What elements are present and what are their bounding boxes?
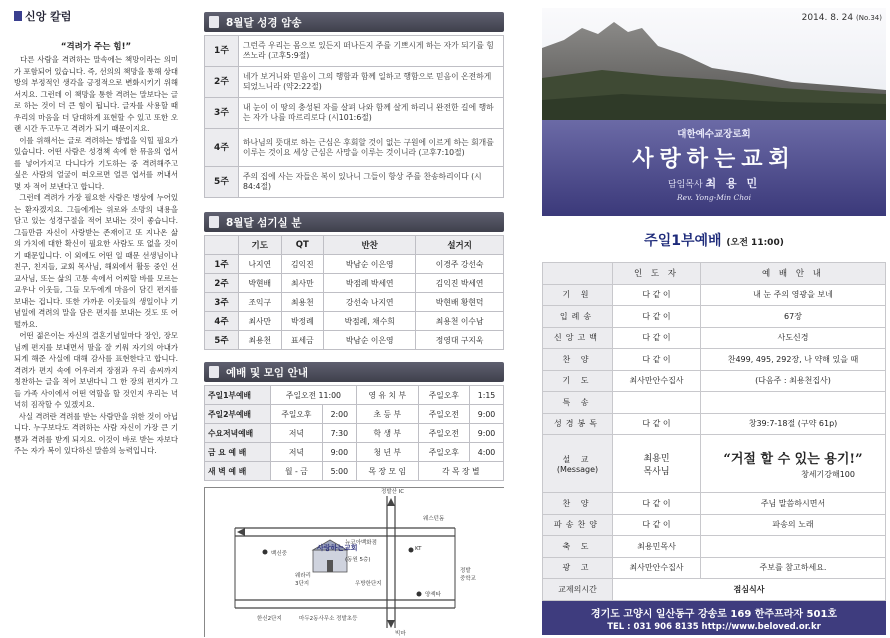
table-cell: 9:00 xyxy=(470,405,504,424)
table-row xyxy=(205,167,504,198)
service-order-title xyxy=(542,230,886,250)
table-cell: 주일2부예배 xyxy=(205,405,271,424)
table-row xyxy=(205,98,504,129)
table-cell: 주일오전 xyxy=(418,424,469,443)
memory-verse-table xyxy=(204,35,504,198)
order-leader: 다 같 이 xyxy=(613,349,701,371)
table-row xyxy=(205,405,504,424)
church-footer xyxy=(542,601,886,635)
service-table xyxy=(204,235,504,350)
table-row xyxy=(205,424,504,443)
table-cell: 박현배 황현덕 xyxy=(416,293,504,312)
preacher-name: 최용민 xyxy=(643,453,670,464)
order-leader: 최사만안수집사 xyxy=(613,557,701,579)
table-cell: 주일오후 xyxy=(418,386,469,405)
order-item: 교제의시간 xyxy=(543,579,613,601)
order-leader: 다 같 이 xyxy=(613,413,701,435)
table-row xyxy=(205,293,504,312)
table-row xyxy=(543,557,886,579)
table-cell: 2:00 xyxy=(322,405,356,424)
denomination: 대한예수교장로회 xyxy=(677,129,751,140)
table-cell: 주일오후 xyxy=(418,443,469,462)
service-order-name: 주일1부예배 xyxy=(644,233,722,249)
order-leader xyxy=(613,435,701,493)
table-cell: 3주 xyxy=(205,293,239,312)
table-cell: 5:00 xyxy=(322,462,356,481)
sermon-series: 창세기강해100 xyxy=(801,469,855,479)
table-row xyxy=(543,536,886,558)
map-label: 뉴코아백화점 xyxy=(345,540,377,546)
order-item: 파송찬양 xyxy=(543,514,613,536)
table-cell: 주일오후 xyxy=(271,405,323,424)
order-detail: 67장 xyxy=(701,306,886,328)
table-row xyxy=(205,443,504,462)
order-detail xyxy=(701,435,886,493)
column-header: 설거지 xyxy=(416,236,504,255)
map-label: 3단지 xyxy=(295,581,310,587)
table-cell: 영 유 치 부 xyxy=(356,386,418,405)
memory-verse-title: 8월달 성경 암송 xyxy=(226,17,302,29)
table-cell: 목 장 모 임 xyxy=(356,462,418,481)
order-detail: (다음주 : 최용천집사) xyxy=(701,370,886,392)
map-label: 백신중 xyxy=(271,551,287,557)
week-cell: 2주 xyxy=(205,67,239,98)
map-label: 빅마 xyxy=(395,631,406,637)
pastor-line xyxy=(542,175,886,191)
verse-cell: 주의 집에 사는 자들은 복이 있나니 그들이 항상 주를 찬송하리이다 (시84:4절) xyxy=(239,167,504,198)
map-label: (동원 5층) xyxy=(345,557,371,563)
table-cell: 최사만 xyxy=(239,312,282,331)
column-bulletin xyxy=(542,8,886,635)
order-detail: 점심식사 xyxy=(613,579,886,601)
column-faith xyxy=(14,8,178,618)
table-cell: 이경주 강선숙 xyxy=(416,255,504,274)
table-cell: 김익진 박세연 xyxy=(416,274,504,293)
pastor-label: 담임목사 xyxy=(667,180,703,190)
pastor-name: 최 용 민 xyxy=(705,177,761,190)
column-header xyxy=(205,236,239,255)
table-row xyxy=(205,36,504,67)
order-leader: 최용민목사 xyxy=(613,536,701,558)
order-leader: 다 같 이 xyxy=(613,514,701,536)
table-header-row xyxy=(543,263,886,285)
pastor-english: Rev. Yong-Min Choi xyxy=(677,193,751,202)
table-cell: 새 벽 예 배 xyxy=(205,462,271,481)
faith-column-title-text: 신앙 칼럼 xyxy=(25,10,72,23)
order-detail xyxy=(701,392,886,414)
date-text: 2014. 8. 24 xyxy=(801,13,854,23)
order-item: 기 도 xyxy=(543,370,613,392)
bulletin-date xyxy=(802,13,882,23)
map-label: 우방한단지 xyxy=(355,581,382,587)
table-cell: 월 - 금 xyxy=(271,462,323,481)
service-header xyxy=(204,212,504,232)
table-row xyxy=(543,435,886,493)
table-cell: 4주 xyxy=(205,312,239,331)
order-detail: 내 눈 주의 영광을 보네 xyxy=(701,284,886,306)
week-cell: 1주 xyxy=(205,36,239,67)
table-row xyxy=(543,579,886,601)
table-row xyxy=(205,255,504,274)
sermon-label-en: (Message) xyxy=(556,464,599,474)
table-cell: 각 목 장 별 xyxy=(418,462,503,481)
cover-panel xyxy=(542,8,886,216)
mountain-image xyxy=(542,8,886,128)
sermon-title: “거절 할 수 있는 용기!” xyxy=(723,451,863,467)
map-label: 중학교 xyxy=(460,576,476,582)
table-cell: 최용천 xyxy=(281,293,324,312)
order-detail: 사도신경 xyxy=(701,327,886,349)
table-row xyxy=(205,386,504,405)
verse-cell: 네가 보거니와 믿음이 그의 행함과 함께 일하고 행함으로 믿음이 온전하게 되었느니라 (약2:22절) xyxy=(239,67,504,98)
church-contact: TEL : 031 906 8135 http://www.beloved.or.kr xyxy=(607,621,821,632)
table-cell: 표세금 xyxy=(281,331,324,350)
service-order-time: (오전 11:00) xyxy=(726,238,784,248)
table-row xyxy=(543,370,886,392)
order-detail: 주님 말씀하시면서 xyxy=(701,493,886,515)
church-name: 사랑하는교회 xyxy=(632,147,796,172)
table-cell: 4:00 xyxy=(470,443,504,462)
order-item: 특 송 xyxy=(543,392,613,414)
table-cell: 박점례 박세연 xyxy=(324,274,416,293)
map-label: 사랑하는교회 xyxy=(317,544,358,552)
table-row xyxy=(543,306,886,328)
week-cell: 4주 xyxy=(205,129,239,167)
church-address: 경기도 고양시 일산동구 강송로 169 한주프라자 501호 xyxy=(590,608,838,620)
table-cell: 나지연 xyxy=(239,255,282,274)
meetings-title: 예배 및 모임 안내 xyxy=(226,367,308,379)
table-row xyxy=(205,67,504,98)
table-cell: 7:30 xyxy=(322,424,356,443)
order-leader: 다 같 이 xyxy=(613,493,701,515)
order-detail: 파송의 노래 xyxy=(701,514,886,536)
column-header: 예 배 안 내 xyxy=(701,263,886,285)
table-cell: 초 등 부 xyxy=(356,405,418,424)
table-cell: 저녁 xyxy=(271,443,323,462)
order-item: 찬 양 xyxy=(543,349,613,371)
table-cell: 주일오전 xyxy=(418,405,469,424)
table-cell: 9:00 xyxy=(470,424,504,443)
table-cell: 박현배 xyxy=(239,274,282,293)
column-schedule xyxy=(204,12,504,637)
column-header: 인 도 자 xyxy=(613,263,701,285)
table-row xyxy=(205,274,504,293)
order-leader: 다 같 이 xyxy=(613,327,701,349)
order-item xyxy=(543,435,613,493)
verse-cell: 하나님의 뜻대로 하는 근심은 후회할 것이 없는 구원에 이르게 하는 회개를 이루는 것이요 세상 근심은 사망을 이루는 것이니라 (고후7:10절) xyxy=(239,129,504,167)
table-cell: 9:00 xyxy=(322,443,356,462)
church-banner xyxy=(542,120,886,216)
table-cell: 1주 xyxy=(205,255,239,274)
order-detail xyxy=(701,536,886,558)
order-leader: 다 같 이 xyxy=(613,306,701,328)
order-detail: 찬499, 495, 292장, 나 약해 있을 때 xyxy=(701,349,886,371)
column-header: 기도 xyxy=(239,236,282,255)
table-cell: 저녁 xyxy=(271,424,323,443)
table-row xyxy=(205,462,504,481)
table-row xyxy=(205,331,504,350)
table-cell: 2주 xyxy=(205,274,239,293)
map-label: KT xyxy=(415,546,422,552)
order-item: 기 원 xyxy=(543,284,613,306)
week-cell: 3주 xyxy=(205,98,239,129)
table-cell: 박남순 이은영 xyxy=(324,255,416,274)
meetings-table xyxy=(204,385,504,481)
table-row xyxy=(543,327,886,349)
table-cell: 청 년 부 xyxy=(356,443,418,462)
map-label: 마두2동사무소 정발초등 xyxy=(299,616,358,622)
order-item: 광 고 xyxy=(543,557,613,579)
column-header xyxy=(543,263,613,285)
table-cell: 학 생 부 xyxy=(356,424,418,443)
order-leader: 최사만안수집사 xyxy=(613,370,701,392)
table-cell: 5주 xyxy=(205,331,239,350)
essay-body: 다른 사람을 격려하는 말속에는 책망이라는 의미가 포함되어 있습니다. 즉, 선의의 책망을 통해 상대방의 부정적인 생각을 긍정적으로 변화시키기 위해서지요. 그런데 이 책망을 통한 격려는 말보다는 글로 하는 것이 더 큰 힘이 됩니다. 글자를 사용할 때 우리의 마음을 더 담대하게 표현할 수 있고 또한 오랜 시간 두고두고 격려가 되기 때문이지요. 이를 위해서는 글로 격려하는 방법을 익힐 필요가 있습니다. 어떤 사람은 성경책 속에 한 뮤음의 엽서를 넣어가지고 다니다가 기도하는 중 격려해주고 싶은 사람의 얼굴이 떠오르면 얼른 엽서를 꺼내서 몇 자 적어 보낸다고 합니다. 그런데 격려가 가장 필요한 사람은 병상에 누어있는 환자겠지요. 그들에게는 위로와 소망의 내용을 담고 있는 성경구절을 적어 보내는 것이 좋습니다. 그들만큼 자신이 사랑받는 존재이고 또 지나온 삶의 가치에 대한 확신이 필요한 사람도 또 없을 것이기 때문입니다. 이 외에도 어떤 일 때문 선생님이나 친구, 친지들, 교회 목사님, 해외에서 활동 중인 선교사님, 또는 삶의 고통 속에서 어찌할 바를 모르는 교우나 이웃들, 그들 모두에게 마음이 담긴 편지를 보내는 겁니다. 또한 가까운 이웃들의 생일이나 기념일에 격려의 말을 담은 편지를 보내는 것도 또 어떨까요. 어떤 젊은이는 자신의 결혼기념일마다 장인, 장모님께 편지를 보내면서 딸을 잘 키워 자기의 아내가 되게 해준 사실에 대해 감사를 표현한다고 합니다. 격려가 편지 속에 어우러져 장점과 우리 솜씨까지 칭찬하는 글을 적어 보낸다니 그 한 장의 편지가 그들 가족 사이에서 어떤 역할을 할 것인지 우리는 넉넉히 짐작할 수 있겠지요. 사실 격려란 격려를 받는 사람만을 위한 것이 아닙니다. 누구보다도 격려하는 사람 자신이 가장 큰 기쁨과 격려를 받게 되지요. 이것이 바로 받는 자보다 주는 자가 복이 있다하신 말씀의 능력입니다. xyxy=(14,55,179,455)
map-label: 정발산 IC xyxy=(381,489,405,495)
map-label: 웨라리 xyxy=(295,573,311,579)
meetings-header xyxy=(204,362,504,382)
verse-cell: 내 눈이 이 땅의 충성된 자를 살펴 나와 함께 살게 하리니 완전한 길에 행하는 자가 나를 따르리로다 (시101:6절) xyxy=(239,98,504,129)
table-cell: 주일1부예배 xyxy=(205,386,271,405)
order-item: 축 도 xyxy=(543,536,613,558)
column-header: 반찬 xyxy=(324,236,416,255)
map-label: 한신2단지 xyxy=(257,616,282,622)
table-cell: 주일오전 11:00 xyxy=(271,386,357,405)
order-detail: 주보를 참고하세요. xyxy=(701,557,886,579)
section-marker-icon xyxy=(14,11,22,21)
memory-verse-header xyxy=(204,12,504,32)
column-header: QT xyxy=(281,236,324,255)
map-label: 정발 xyxy=(460,568,471,574)
table-row xyxy=(543,392,886,414)
table-cell: 박남순 이은영 xyxy=(324,331,416,350)
order-leader xyxy=(613,392,701,414)
map-label: 웨스턴돔 xyxy=(423,516,445,522)
table-cell: 박정례 xyxy=(281,312,324,331)
order-item: 성경봉독 xyxy=(543,413,613,435)
table-cell: 김익진 xyxy=(281,255,324,274)
worship-order-table xyxy=(542,262,886,601)
verse-cell: 그런즉 우리는 몸으로 있든지 떠나든지 주를 기쁘시게 하는 자가 되기를 힘쓰노라 (고후5:9절) xyxy=(239,36,504,67)
table-header-row xyxy=(205,236,504,255)
table-row xyxy=(543,284,886,306)
table-cell: 조익구 xyxy=(239,293,282,312)
table-row xyxy=(205,129,504,167)
table-cell: 1:15 xyxy=(470,386,504,405)
order-item: 신앙고백 xyxy=(543,327,613,349)
table-row xyxy=(543,413,886,435)
week-cell: 5주 xyxy=(205,167,239,198)
table-row xyxy=(543,493,886,515)
table-cell: 최용천 이수남 xyxy=(416,312,504,331)
location-map xyxy=(204,487,504,637)
service-title: 8월달 섬기실 분 xyxy=(226,217,302,229)
order-detail: 창39:7-18절 (구약 61p) xyxy=(701,413,886,435)
table-cell: 금 요 예 배 xyxy=(205,443,271,462)
order-item: 입례송 xyxy=(543,306,613,328)
table-cell: 최사만 xyxy=(281,274,324,293)
table-row xyxy=(205,312,504,331)
table-row xyxy=(543,349,886,371)
map-label: 양섹타 xyxy=(425,592,441,598)
sermon-label: 설 교 xyxy=(562,454,593,464)
table-cell: 정영대 구지욱 xyxy=(416,331,504,350)
table-cell: 박점례, 채수희 xyxy=(324,312,416,331)
order-item: 찬 양 xyxy=(543,493,613,515)
issue-number: (No.34) xyxy=(856,14,882,22)
faith-column-title xyxy=(14,8,178,24)
order-leader: 다 같 이 xyxy=(613,284,701,306)
table-cell: 최용천 xyxy=(239,331,282,350)
preacher-title: 목사님 xyxy=(643,466,670,477)
table-row xyxy=(543,514,886,536)
essay-title: “격려가 주는 힘!” xyxy=(60,42,132,52)
table-cell: 수요저녁예배 xyxy=(205,424,271,443)
table-cell: 강선숙 나지연 xyxy=(324,293,416,312)
